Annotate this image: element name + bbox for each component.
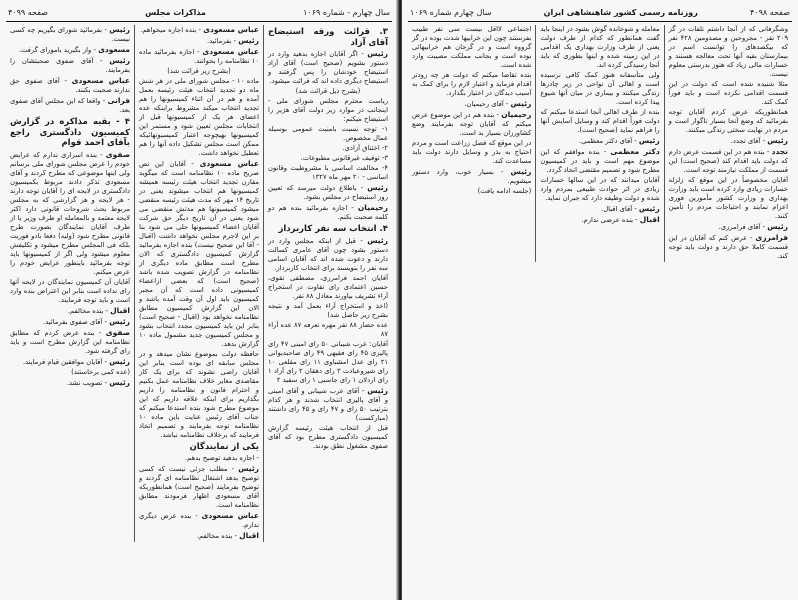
text-column — [6, 25, 134, 542]
speaker-name: رئیس — [367, 49, 388, 58]
paragraph-text: - عرض کنم که آقایان در این قسمت کاملا حق دارند و دولت باید توجه کند. — [668, 234, 788, 260]
speaker-name: رئیس — [767, 136, 788, 145]
paragraph-text: یکی از نمایندگان — [189, 442, 259, 452]
paragraph-text: - آقای صفوی حق ندارند صحبت بکنند. — [10, 77, 130, 94]
paragraph-text: آقایان میدانند که در این سالها خسارات زیادی در اثر حوادث طبیعی بمردم وارد شده و دولت وظیفه دارد که جبران نماید. — [540, 176, 660, 202]
paragraph-text: - آقای عرب شیبانی و آقای امینی و آقای پالیزی انتخاب شدند و هر کدام بترتیب ۵۰ رای و ۴۷ رای و ۴۵ رای داشتند (مبارکست) — [268, 386, 388, 422]
paragraph-text: - آقای صفوی صحبتشان را بفرمایند. — [10, 57, 130, 74]
paragraph-text: - آقای اقبال. — [601, 205, 639, 213]
paragraph-text: - بنده اسراری ندارم که عرایض خودم را عرض مجلس شورای ملی برسانم ولی اینها موضوعی که مطرح کردند و آقای مسعودی تذکر دادند مربوط بکمیسیون دادگستری در لایحه ای را آقایان توجه دارند - هر لایحه و هر گزارشی که به مجلس مربوط بحث شروحات قانونی دارد اکثر لایحه معتمد و بالمعامله او طرف وزیر یا از طرف آقایان نمایندگان بصورت طرح قانونی مطرح شود (ولیه) دفعا بادو فوریت بلکه فی المجلس مطرح میشود و تکلیفش معلوم میشود ولی اگر از کمیسیونها باید توجه بفرمائید باینطور عرایض خودم را عرض میکنم. — [10, 150, 130, 276]
paragraph-text: - واز بگیرید بامورای گرفت. — [18, 46, 99, 54]
paragraph-text: - آقای تجدد. — [730, 137, 768, 145]
paragraph — [540, 25, 659, 70]
paragraph-text: - باطلاع دولت میرسد که تعیین روز استیضاح در مجلس بشود. — [268, 184, 388, 201]
paragraph-text: (عده کمی برخاستند) — [71, 367, 130, 376]
paragraph-text: ۱- توجه نسبت بامنیت عمومی بوسیله عمال مخصوص. — [268, 125, 388, 142]
paragraph — [10, 25, 130, 44]
paragraph-text: مثلا شنیده شده است که دولت در این قسمت اقدامی نکرده است و باید فوراً کمک کند. — [668, 80, 788, 106]
speaker-name: رئیس — [238, 463, 259, 473]
paragraph-text: - بنده موافقم که این موضوع مهم است و باید در کمیسیون مطرح شود و تصمیم مقتضی اتخاذ گردد. — [540, 148, 660, 174]
paragraph-text: اجتماعی لااقل بیست سی نفر طبیب بفرستند چون این خرابیها شدت بوده در گز گرووه است و در گرجان هم خرابیهائی بوده است و بجانب مملکت مصیبت وارد شده است. — [412, 25, 532, 69]
paragraph — [139, 36, 259, 46]
speaker-name: رئیس — [109, 25, 130, 34]
paragraph — [10, 45, 130, 55]
paragraph — [139, 67, 259, 76]
paragraph-text: - اجازه بدهید توضیح بدهم. — [184, 453, 259, 462]
paragraph — [10, 357, 130, 367]
paragraph-text: - تصویب نشد. — [66, 378, 110, 387]
text-column — [664, 25, 792, 262]
speaker-name: عباس مسعودی — [201, 510, 259, 520]
paragraph — [669, 222, 788, 232]
paragraph — [268, 49, 388, 86]
paragraph — [268, 340, 388, 385]
paragraph — [139, 77, 259, 158]
speaker-name: فرانی — [107, 96, 130, 105]
paragraph — [540, 215, 659, 225]
header-page-number: صفحه ۴۰۹۹ — [8, 7, 49, 17]
speaker-name: مسعودی — [98, 45, 130, 54]
header-rule — [6, 21, 392, 22]
speaker-name: رئیس — [109, 377, 130, 387]
paragraph — [268, 386, 388, 423]
speaker-name: رئیس — [767, 222, 788, 231]
paragraph-text: - آقایان این نص صریح ماده ۱۰ نظامنامه است که میگوید مقارن تجدید انتخاب هیئت رئیسه همیشه کمیسیونها هم انتخاب میشوند یعنی در تاریخ ۱۴ مهر که مدت هیئت رئیسه منقضی میشود کمیسیونها هم مدتش منقضی می شود یعنی در آن تاریخ دیگر حق شرکت آقایان اعضاء کمیسیونها حلی می شود بنا بر این لاجرم مجلس نخواهد داشت (اقبال - آقا این صحیح نیست) بنده اجازه بفرمائید گزارش کمیسیون دادگستری که الان مطرح است مطابق ماده دیگری از نظامنامه در گزارش تصویب شده باشد (صحیح است) که بعضی ازاعضاء کمیسیونی داده است که آن مجبر کمیسیون باید اول آن وقت آمده باشد و الان این گزارش کمیسیون مطابق نظامنامه نخواهد بود (اقبال - صحیح است) بنابر این باید کمیسیون مجدد انتخاب بشود و مجلس کمیسیون جدید مشمول ماده ۱۰ گزارش بدهد. — [139, 160, 260, 348]
paragraph — [268, 87, 388, 96]
speaker-name: رئیس — [638, 136, 660, 145]
header-issue: سال چهارم - شماره ۱۰۶۹ — [303, 7, 390, 17]
right-page — [402, 0, 798, 600]
paragraph — [268, 97, 388, 124]
speaker-name: رئیس — [109, 356, 130, 366]
speaker-name: صفوی — [105, 327, 130, 337]
text-column — [408, 25, 535, 262]
paragraph-text: در این موقع که فصل زراعت است و مردم احتیاج به بذر و وسایل دارند دولت باید مساعدت کند. — [412, 139, 532, 165]
paragraph — [412, 167, 531, 186]
paragraph-text: ریاست محترم مجلس شورای ملی - اینجانب در موارد زیر دولت آقای هژیر را استیضاح میکنم: — [268, 97, 388, 123]
paragraph-text: - اجازه بفرمائید بنده هم دو کلمه صحبت بکنم. — [268, 204, 388, 221]
text-column — [535, 25, 663, 262]
speaker-name: رحیمیان — [501, 110, 532, 119]
paragraph-text: (بشرح ذیل قرائت شد) — [295, 87, 361, 95]
paragraph — [139, 350, 259, 440]
paragraph-text: - آقای صفوی بفرمائید. — [43, 317, 110, 326]
paragraph — [669, 108, 788, 135]
paragraph — [412, 139, 531, 166]
paragraph-text: - بنده عرضی ندارم. — [581, 216, 640, 224]
paragraph-text: ۳. قرائت ورقه استیضاح آقای آزاد — [268, 27, 388, 48]
paragraph — [268, 321, 388, 339]
paragraph — [139, 25, 259, 35]
paragraph-text: - آقای فرامرزی. — [718, 223, 768, 231]
paragraph-text: آقایان احمد فرامرزی، مصطفی تقوی، حسین اعتمادی رای نفاوت در استخراج آراء تشریف بیاورند معادل ۸۸ نفر. — [268, 273, 388, 300]
paragraph — [268, 183, 388, 202]
speaker-name: رحیمیان — [357, 203, 388, 212]
paragraph-text: ولی متأسفانه هنوز کمک کافی نرسیده است و اهالی آن نواحی در زیر چادرها زندگی میکنند و بیماری در میان آنها شیوع پیدا کرده است. — [540, 71, 660, 106]
speaker-name: دکتر معظمی — [610, 147, 660, 156]
speaker-name: رئیس — [109, 56, 130, 65]
section-heading — [268, 224, 388, 235]
header-rule — [408, 21, 792, 22]
speaker-name: صفوی — [105, 149, 130, 159]
speaker-name: اقبال — [110, 305, 130, 315]
paragraph — [540, 176, 659, 203]
header-title: مذاکرات مجلس — [145, 7, 206, 17]
speaker-name: عباس مسعودی — [199, 159, 259, 168]
paragraph — [669, 136, 788, 146]
paragraph — [139, 159, 259, 349]
paragraph — [669, 80, 788, 107]
paragraph-text: (اخذ و استخراج آراء بعمل آمد و نتیجه بشرح زیر حاصل شد) — [268, 301, 388, 319]
paragraph-text: - بنده مخالفم. — [67, 306, 111, 315]
paragraph — [10, 76, 130, 95]
paragraph-text: قبل از انتخاب هیئت رئیسه گزارش کمیسیون دادگستری مطرح بود که آقای صفوی مشغول نطق بودند. — [268, 423, 388, 450]
paragraph-text: - بنده هم در این قسمت عرض دارم که دولت باید اقدام کند (صحیح است) این قسمت از مملکت نیازمند توجه است. — [668, 148, 788, 174]
paragraph-text: آقایان مخصوصاً در این موقع که زلزله خسارات زیادی وارد کرده است باید وزارت بهداری و وزارت کشور مأمورین فوری اعزام نمایند و احتیاجات مردم را تأمین کنند. — [668, 176, 788, 220]
paragraph-text: - بفرمائید شورای بگیریم چه کسی نیست. — [10, 26, 130, 43]
speaker-name: رئیس — [367, 235, 388, 245]
section-heading — [139, 442, 259, 453]
speaker-name: عباس مسعودی — [71, 76, 130, 85]
speaker-name: تجدد — [771, 147, 788, 156]
paragraph-text: - بنده هم در این موضوع عرض میکنم که آقایان توجه بفرمایند وضع کشاورزان بسیار بد است. — [412, 111, 532, 137]
paragraph-text: عده حضار ۸۸ نفر مهره تعرفه ۸۷ عده آراء ۸۷ — [268, 320, 388, 338]
paragraph — [10, 278, 130, 305]
speaker-name: عباس مسعودی — [202, 47, 259, 56]
paragraph — [412, 99, 531, 109]
speaker-name: اقبال — [639, 215, 660, 224]
header-title: روزنامه رسمی کشور شاهنشاهی ایران — [543, 7, 698, 17]
paragraph-text: - بنده عرض دیگری ندارم. — [139, 511, 259, 529]
page-header — [8, 5, 390, 19]
columns — [6, 25, 392, 542]
paragraph — [412, 25, 531, 70]
paragraph-text: - آقای دکتر معظمی. — [578, 137, 639, 145]
paragraph — [10, 378, 130, 388]
section-heading — [10, 117, 130, 149]
paragraph — [412, 110, 531, 138]
paragraph — [540, 108, 659, 135]
paragraph-text: معامله و شوخانده گوش بشود در اینجا باید گفت همانطور که کدام از طرف دولت یعنی از طرف وزارت بهداری یک اقدامی در این زمینه شده و اینها بطوری که باید آنجا رسیدگی کرده اند. — [540, 25, 660, 69]
paragraph-text: آقایان آن کمیسیون نمایندگان در لایحه آنها رای نداده است بنابر این اعتراض بنده وارد است و باید توجه فرمایند. — [10, 277, 130, 304]
paragraph-text: ۴. انتخاب سه نفر کاربرداز — [278, 224, 388, 234]
speaker-name: رئیس — [109, 316, 130, 326]
paragraph — [540, 204, 659, 214]
paragraph-text: - اجازه بفرمائید ماده ۱۰ نظامنامه را بخوانند. — [139, 48, 259, 65]
paragraph — [139, 511, 259, 530]
speaker-name: رئیس — [510, 167, 532, 176]
paragraph-text: - اگر آقایان اجازه بدهید وارد در دستور بشویم (صحیح است) آقای آزاد استیضاح خودشان را پس گرفتند و استیضاح دیگری داده اند که قرائت میشود. — [268, 50, 388, 85]
paragraph — [412, 71, 531, 98]
paragraph-text: ۴ - بقیه مذاکره در گزارش کمیسیون دادگستری راجع بآقای احمد قوام — [10, 117, 130, 148]
paragraph-text: ۳- توقیف غیرقانونی مطبوعات. — [300, 154, 388, 162]
paragraph — [669, 147, 788, 175]
left-page — [0, 0, 398, 600]
paragraph — [139, 464, 259, 510]
columns — [408, 25, 792, 262]
speaker-name: رئیس — [367, 183, 388, 192]
paragraph — [540, 71, 659, 107]
paragraph-text: - واقعا که این مجلس آقای صفوی بعد. — [10, 97, 130, 114]
paragraph — [268, 424, 388, 451]
text-column — [263, 25, 392, 542]
paragraph — [268, 125, 388, 143]
paragraph — [268, 154, 388, 163]
paragraph — [10, 56, 130, 75]
speaker-name: عباس مسعودی — [203, 25, 259, 34]
speaker-name: اقبال — [239, 530, 259, 540]
speaker-name: رئیس — [238, 36, 259, 45]
section-heading — [268, 27, 388, 48]
paragraph-text: - بنده مخالفم. — [196, 531, 240, 540]
paragraph-text: بنده تقاضا میکنم که دولت هر چه زودتر اقدام فرماید و اعتبار لازم را برای کمک به آسیب دیدگان در اختیار بگذارد. — [412, 71, 532, 97]
paragraph-text: ۲- اختناق آزادی. — [342, 144, 388, 152]
header-page-number: صفحه ۴۰۹۸ — [749, 7, 790, 17]
page-header — [410, 5, 790, 19]
paragraph-text: (جلسه ادامه یافت) — [477, 187, 532, 195]
paragraph-text: - آقایان موافقین قیام فرمایند. — [22, 357, 110, 366]
speaker-name: رئیس — [638, 204, 660, 213]
paragraph — [10, 96, 130, 115]
header-issue: سال چهارم شماره ۱۰۶۹ — [410, 7, 492, 17]
paragraph — [669, 176, 788, 221]
speaker-name: فرامرزی — [755, 233, 788, 242]
paragraph — [540, 136, 659, 146]
paragraph-text: همانطوریکه عرض کردم آقایان توجه بفرمائید که وضع آنجا بسیار ناگوار است و مردم در نهایت سختی زندگی میکنند. — [668, 108, 788, 134]
paragraph-text: - بسیار خوب، وارد دستور میشویم. — [412, 168, 532, 185]
paragraph — [268, 274, 388, 301]
paragraph-text: آقایان: عرب شیبانی ۵۰ رای امینی ۴۷ رای پالیزی ۴۵ رای فقیهی ۴۹ رای صاحبدیوانی ۲۱ رای عدل امشباوی ۱۱ رای مقلعی ۱۰ رای شیروعبادت ۳ رای دهقان ۲ رای آزاد ۱ رای اردلان ۱ رای جاسبی ۱ رای سفید ۲ — [268, 339, 389, 384]
paragraph — [268, 203, 388, 222]
paragraph — [10, 306, 130, 316]
paragraph-text: - قبل از اینکه مجلس وارد در دستور بشود چون آقای عامری کسالت دارند و دعوت شده اند که آقایان اسامی سه نفر را بنویسند برای انتخاب کاربرداز. — [268, 236, 388, 272]
paragraph-text: حافظه دولت بموضوع نشان میدهد و در مجلس سابقه ای بوده است بنابر این آقایان راضی نشوند که برای یک کار مقاصدی مغایر خلاف نظامنامه عمل بکنیم و احترام قانون و نظامنامه را داریم بگذاریم برای اینکه علاقه داریم که این موضوع مطرح شود بنده استدعا میکنم که جناب آقای رئیس عنایت باین ماده ۱۰ نظامنامه توجه بفرمایند و تصمیم اتخاذ فرمایند که برخلاف نظامنامه نباشد. — [139, 350, 259, 439]
paragraph-text: - بنده اجازه میخواهم. — [140, 26, 204, 34]
paragraph — [268, 164, 388, 182]
speaker-name: رئیس — [510, 99, 532, 108]
paragraph — [139, 454, 259, 463]
paragraph — [412, 187, 531, 196]
paragraph-text: وشگرفانی که از آنجا داشتم تلفات در گز ۲۰۹ نفر - مجروحین و مصدومین ۴۲۸ نفر که بیکصدهای را توانست اسم در بیمارستان بقیه آنها تحت معالجه هستند و خسارات مالی زیاد که هنوز بدرستی معلوم نیست. — [668, 25, 788, 78]
paragraph — [10, 317, 130, 327]
speaker-name: رئیس — [367, 385, 388, 395]
paragraph — [268, 144, 388, 153]
paragraph-text: (بشرح زیر قرائت شد) — [167, 67, 231, 75]
paragraph-text: بنده از طرف اهالی آنجا استدعا میکنم که دولت فوراً اقدام کند و وسایل آسایش آنها را فراهم نماید (صحیح است). — [540, 108, 660, 134]
paragraph — [540, 147, 659, 175]
paragraph — [669, 233, 788, 261]
paragraph — [268, 236, 388, 273]
text-column — [134, 25, 263, 542]
paragraph-text: - آقای رحیمیان. — [464, 100, 511, 108]
paragraph — [10, 328, 130, 356]
paragraph-text: - بنده عرض کردم که مطابق نظامنامه این گزارش مطرح است و باید رای گرفته شود. — [10, 328, 130, 355]
paragraph-text: ۴- مخالفت اساسی با مشروطیت وقانون اساسی - ۲۰ مهر ماه ۱۳۲۷ — [268, 164, 388, 181]
paragraph — [139, 531, 259, 541]
paragraph — [10, 368, 130, 377]
paragraph — [139, 47, 259, 66]
paragraph — [669, 25, 788, 79]
paragraph — [268, 302, 388, 320]
paragraph-text: - مطلب جزئی نیست که کسی توضیح بدهد اشتغال نظامنامه ای گردند و توضیح بفرمایند (صحیح است) همانطوریکه آقای مسعودی اظهار فرمودند مطابق نظامنامه است. — [139, 464, 259, 509]
paragraph-text: - بفرمائید. — [206, 37, 239, 45]
paragraph-text: ماده ۱۰ - مجلس شورای ملی در هر شش ماه دو تجدید انتخاب هیئت رئیسه بعمل آمده و هم در آن اثناء کمیسیونها را هم تجدید انتخاب میکند مشروط براینکه عده اعضای هر یک از کمیسیونها قبل از انتخابات مجلس تعیین شود و مستمر این کمیسیونها بهیچوجه اعتبار کمیسیونهائیکه ممکن است مجلس تشکیل داده آنها را هم تعطیل نخواهد داشت. — [139, 77, 259, 157]
paragraph — [10, 150, 130, 277]
